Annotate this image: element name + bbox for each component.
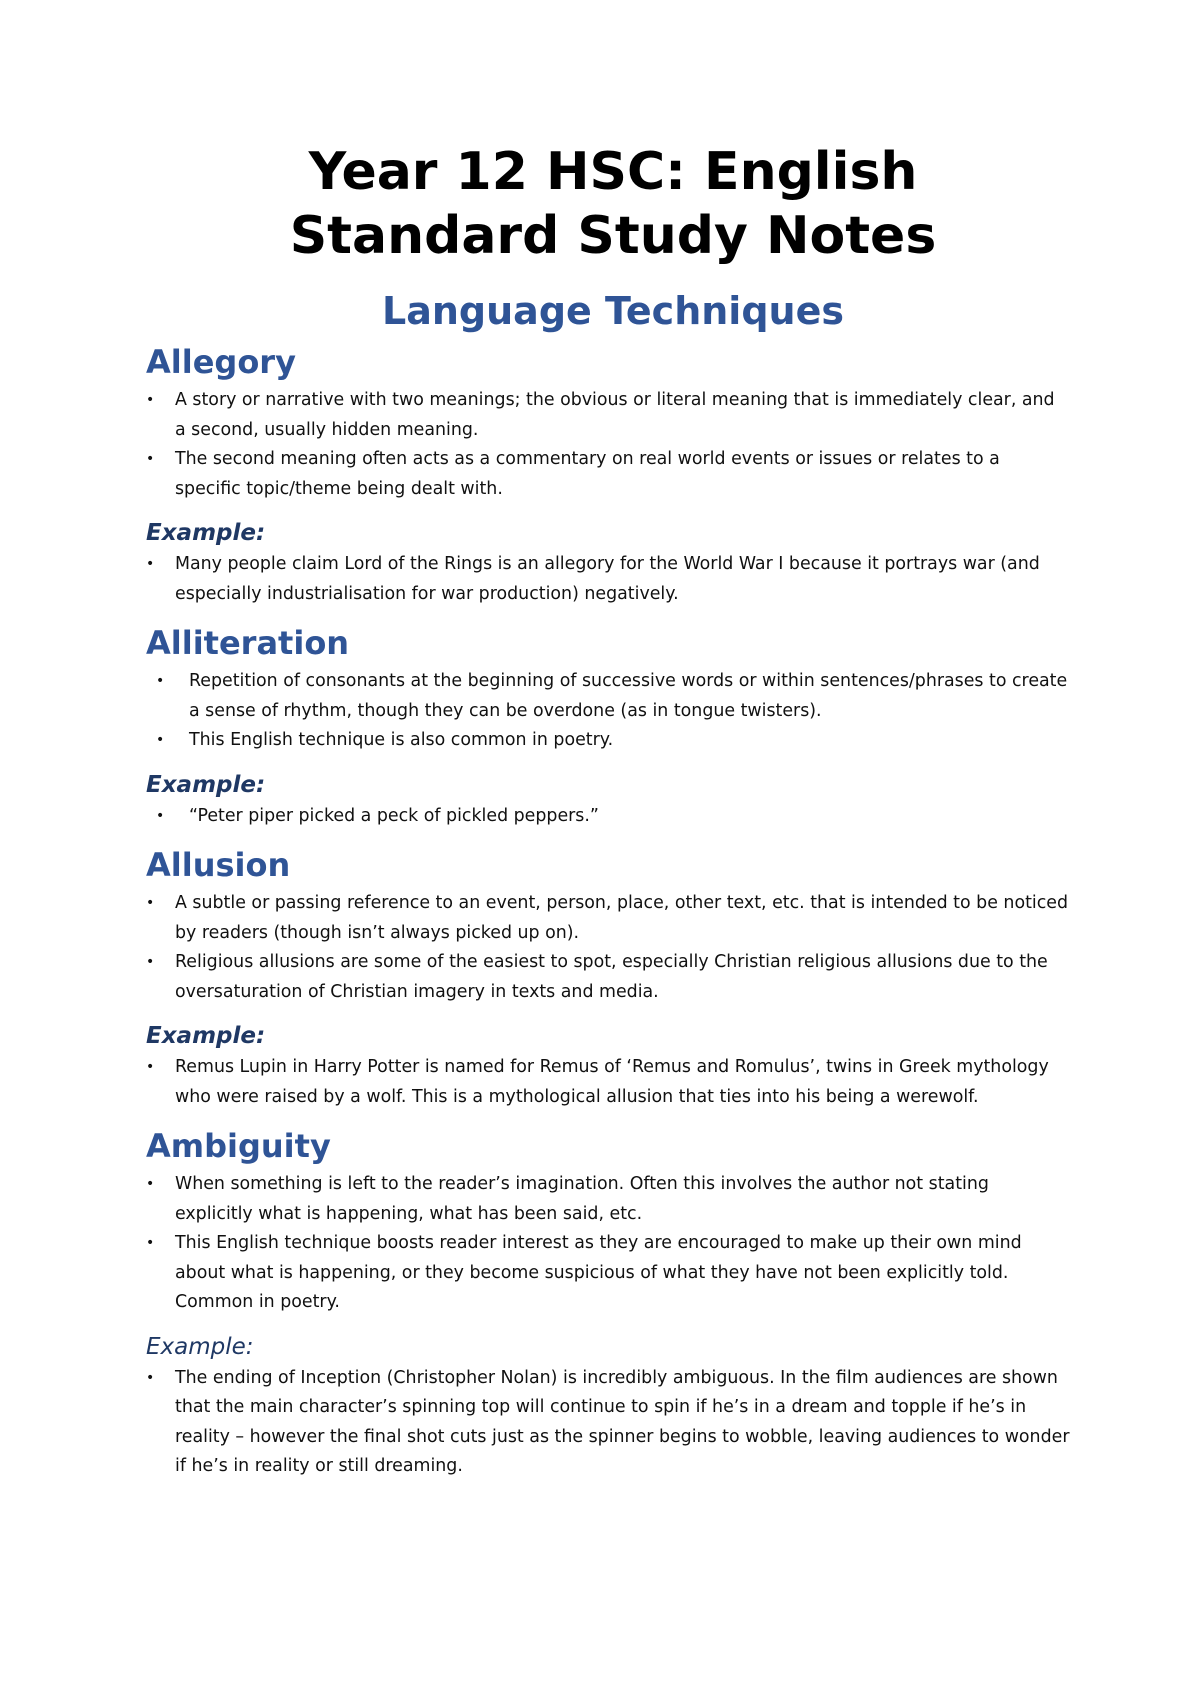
list-item-text: “Peter piper picked a peck of pickled peppers.” xyxy=(189,805,599,826)
list-item-text: Remus Lupin in Harry Potter is named for Remus of ‘Remus and Romulus’, twins in Greek mythology who were raised by a wolf. This is a mythological allusion that ties into his being a werewolf. xyxy=(175,1057,1049,1107)
bullet-icon: • xyxy=(156,807,165,824)
list-item xyxy=(146,550,1070,609)
list-item xyxy=(146,1364,1070,1482)
definition-list xyxy=(146,667,1080,756)
technique-ambiguity xyxy=(146,1126,1080,1482)
list-item-text: When something is left to the reader’s imagination. Often this involves the author not stating explicitly what is happening, what has been said, etc. xyxy=(175,1174,989,1224)
list-item-text: Religious allusions are some of the easiest to spot, especially Christian religious allusions due to the oversaturation of Christian imagery in texts and media. xyxy=(175,952,1048,1002)
technique-allegory xyxy=(146,342,1080,609)
list-item-text: This English technique is also common in poetry. xyxy=(189,730,614,750)
definition-list xyxy=(146,1170,1080,1318)
example-list xyxy=(146,1053,1080,1112)
list-item xyxy=(146,667,1070,726)
definition-list xyxy=(146,889,1080,1007)
list-item-text: A story or narrative with two meanings; the obvious or literal meaning that is immediately clear, and a second, usually hidden meaning. xyxy=(175,390,1055,440)
example-heading: Example: xyxy=(146,1023,266,1049)
document-title-line-2: Standard Study Notes xyxy=(289,206,937,266)
list-item xyxy=(146,386,1070,445)
bullet-icon: • xyxy=(146,392,155,408)
list-item-text: A subtle or passing reference to an event, person, place, other text, etc. that is intended to be noticed by readers (though isn’t always picked up on). xyxy=(175,893,1069,943)
bullet-icon: • xyxy=(146,1059,155,1075)
techniques-list xyxy=(146,342,1080,1482)
bullet-icon: • xyxy=(146,1369,155,1386)
example-list xyxy=(146,1364,1080,1482)
list-item-text: Repetition of consonants at the beginning of successive words or within sentences/phrases to create a sense of rhythm, though they can be overdone (as in tongue twisters). xyxy=(189,671,1068,721)
list-item-text: The second meaning often acts as a commentary on real world events or issues or relates to a specific topic/theme being dealt with. xyxy=(175,449,1000,499)
list-item xyxy=(146,1053,1070,1112)
bullet-icon: • xyxy=(146,1176,155,1192)
example-heading: Example: xyxy=(146,1333,254,1360)
list-item xyxy=(146,948,1070,1007)
list-item xyxy=(146,802,1070,832)
bullet-icon: • xyxy=(146,556,155,572)
list-item xyxy=(146,1229,1070,1318)
list-item xyxy=(146,726,1070,756)
technique-heading: Alliteration xyxy=(146,624,350,662)
list-item xyxy=(146,445,1070,504)
example-list xyxy=(146,802,1080,832)
section-title: Language Techniques xyxy=(382,289,844,333)
bullet-icon: • xyxy=(156,673,165,689)
list-item xyxy=(146,889,1070,948)
technique-heading: Allegory xyxy=(146,343,296,381)
example-heading: Example: xyxy=(146,520,266,546)
list-item-text: This English technique boosts reader interest as they are encouraged to make up their own mind about what is happening, or they become suspicious of what they have not been explicitly told. Common in poetry. xyxy=(175,1233,1022,1312)
bullet-icon: • xyxy=(146,451,155,467)
technique-allusion xyxy=(146,845,1080,1112)
example-heading: Example: xyxy=(146,771,266,798)
definition-list xyxy=(146,386,1080,504)
bullet-icon: • xyxy=(156,732,165,748)
list-item-text: The ending of Inception (Christopher Nolan) is incredibly ambiguous. In the film audiences are shown that the main character’s spinning top will continue to spin if he’s in a dream and topple if he’s in reality – however the final shot cuts just as the spinner begins to wobble, leaving audiences to wonder if he’s in reality or still dreaming. xyxy=(175,1367,1070,1476)
bullet-icon: • xyxy=(146,895,155,911)
list-item-text: Many people claim Lord of the Rings is an allegory for the World War I because it portrays war (and especially industrialisation for war production) negatively. xyxy=(175,554,1040,604)
document-title xyxy=(146,140,1080,268)
bullet-icon: • xyxy=(146,1235,155,1251)
example-list xyxy=(146,550,1080,609)
bullet-icon: • xyxy=(146,954,155,970)
list-item xyxy=(146,1170,1070,1229)
technique-heading: Ambiguity xyxy=(146,1127,331,1165)
document-title-line-1: Year 12 HSC: English xyxy=(308,142,918,202)
technique-alliteration xyxy=(146,623,1080,831)
technique-heading: Allusion xyxy=(146,846,291,884)
